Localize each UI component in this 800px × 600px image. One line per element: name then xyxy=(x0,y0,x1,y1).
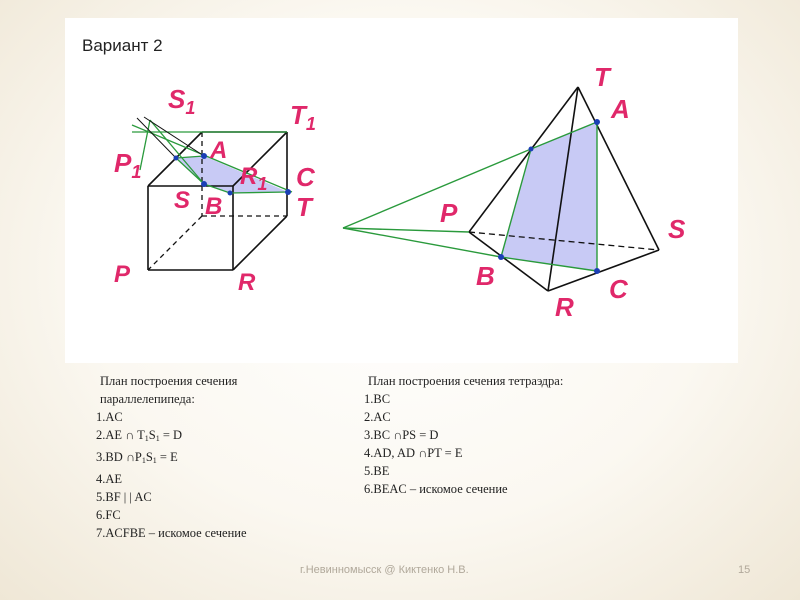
parallelepiped-section xyxy=(176,156,288,193)
label-C: C xyxy=(296,162,315,192)
label-R1: $R_1$ xyxy=(240,163,268,194)
plan-right-step3: 3.BC ∩PS = D xyxy=(364,428,439,442)
plan-left-step6: 6.FC xyxy=(96,508,121,522)
plan-tetrahedron xyxy=(364,372,564,498)
label-B-tetra: B xyxy=(476,261,495,291)
label-R-tetra: R xyxy=(555,292,574,322)
footer-author: г.Невинномысск @ Киктенко Н.В. xyxy=(300,564,469,576)
label-S-tetra: S xyxy=(668,214,686,244)
plan-left-step4: 4.AE xyxy=(96,472,123,486)
label-S1: $S_1$ xyxy=(168,84,196,118)
parallelepiped-figure xyxy=(114,84,316,296)
plan-right-step6: 6.BEAC – искомое сечение xyxy=(364,482,508,496)
plan-left-step7: 7.ACFBE – искомое сечение xyxy=(96,526,247,540)
variant-title: Вариант 2 xyxy=(82,36,163,55)
label-P-tetra: P xyxy=(440,198,458,228)
tetrahedron-figure xyxy=(343,62,686,322)
label-P1: $P_1$ xyxy=(114,148,142,182)
plan-parallelepiped xyxy=(96,372,247,542)
plan-right-title: План построения сечения тетраэдра: xyxy=(368,374,564,388)
label-T: T xyxy=(296,192,312,222)
label-T1: $T_1$ xyxy=(290,100,316,134)
plan-left-title: План построения сечения xyxy=(100,374,238,388)
plan-left-step5: 5.BF | | AC xyxy=(96,490,152,504)
label-C-tetra: C xyxy=(609,274,628,304)
label-T-tetra: T xyxy=(594,62,610,92)
label-P: P xyxy=(114,261,131,288)
plan-right-step1: 1.BC xyxy=(364,392,391,406)
label-B: B xyxy=(205,193,223,220)
plan-left-step1: 1.AC xyxy=(96,410,123,424)
plan-left-subtitle: параллелепипеда: xyxy=(100,392,195,406)
tetrahedron-section xyxy=(501,122,597,271)
plan-left-step3: 3.BD $\cap P_1S_1 = E$ xyxy=(96,450,178,465)
plan-right-step2: 2.AC xyxy=(364,410,391,424)
label-A-tetra: A xyxy=(611,94,630,124)
plan-right-step5: 5.BE xyxy=(364,464,390,478)
label-S: S xyxy=(174,187,191,214)
label-R: R xyxy=(238,269,256,296)
page-number: 15 xyxy=(738,564,751,576)
label-A: A xyxy=(210,137,228,164)
plan-left-step2: 2.AE ∩ $T_1S_1 = D$ xyxy=(96,428,183,443)
plan-right-step4: 4.AD, AD ∩PT = E xyxy=(364,446,463,460)
